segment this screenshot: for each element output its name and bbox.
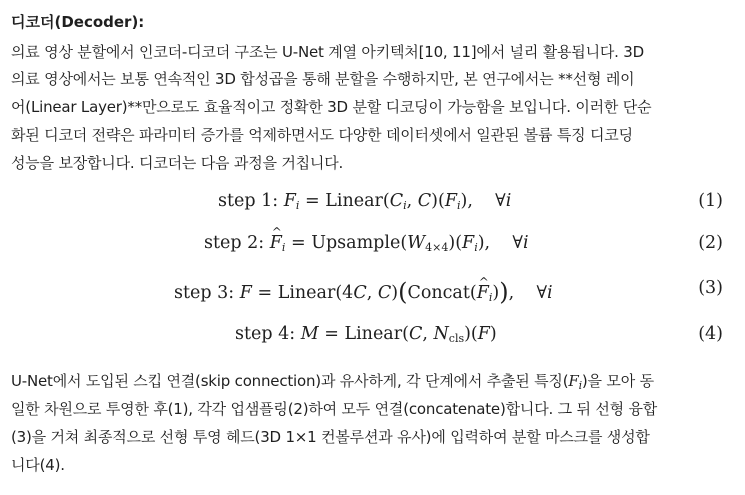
outro-line-1 <box>11 370 654 392</box>
equation-2-number: (2) <box>698 233 723 253</box>
equation-1-step: step 1: <box>218 191 279 211</box>
feature-symbol: $F_i$ <box>568 372 582 392</box>
intro-line-2: 의료 영상에서는 보통 연속적인 3D 합성곱을 통해 분할을 수행하지만, 본 연구에서는 **선형 레이 <box>11 70 635 88</box>
outro-line-1-start: U-Net에서 도입된 스킵 연결(skip connection)과 유사하게, 각 단계에서 추출된 특징( <box>11 372 569 390</box>
equation-1-body: step 1: $F_i$ = $Linear(C_i$, $C)(F_i)$, ∀i <box>218 191 512 212</box>
outro-line-4: 니다(4). <box>11 456 65 474</box>
intro-line-5: 성능을 보장합니다. 디코더는 다음 과정을 거칩니다. <box>11 154 344 172</box>
equation-1-number: (1) <box>698 191 723 211</box>
equation-2-body: step 2: ^ $F_i$ = $Upsample(W_{4\times 4})(F_i)$, ∀i <box>204 233 529 254</box>
equation-4-number: (4) <box>698 324 723 344</box>
equation-3 <box>11 278 735 312</box>
outro-line-1-end: )을 모아 동 <box>581 372 654 390</box>
equation-2-step: step 2: <box>204 233 265 253</box>
equation-4 <box>11 324 735 358</box>
equation-3-step: step 3: <box>174 283 235 303</box>
outro-line-3: (3)을 거쳐 최종적으로 선형 투영 헤드(3D 1×1 컨볼루션과 유사)에 입력하여 분할 마스크를 생성합 <box>11 428 650 446</box>
intro-line-4: 화된 디코더 전략은 파라미터 증가를 억제하면서도 다양한 데이터셋에서 일관된 볼륨 특징 디코딩 <box>11 126 633 144</box>
intro-line-3: 어(Linear Layer)**만으로도 효율적이고 정확한 3D 분할 디코딩이 가능함을 보입니다. 이러한 단순 <box>11 98 652 116</box>
equation-4-step: step 4: <box>235 324 296 344</box>
equation-1 <box>11 191 735 225</box>
equation-2 <box>11 233 735 267</box>
section-heading: 디코더(Decoder): <box>11 13 145 31</box>
equation-3-number: (3) <box>698 278 723 298</box>
outro-line-2: 일한 차원으로 투영한 후(1), 각각 업샘플링(2)하여 모두 연결(concatenate)합니다. 그 뒤 선형 융합 <box>11 400 658 418</box>
intro-line-1: 의료 영상 분할에서 인코더-디코더 구조는 U-Net 계열 아키텍처[10, 11]에서 널리 활용됩니다. 3D <box>11 43 644 61</box>
equation-3-body: step 3: F = Linear(4C, C)(Concat(^ $F_i$)), ∀i <box>174 278 553 306</box>
equation-4-body: step 4: M = Linear(C, $N_{cls})(F)$ <box>235 324 497 345</box>
